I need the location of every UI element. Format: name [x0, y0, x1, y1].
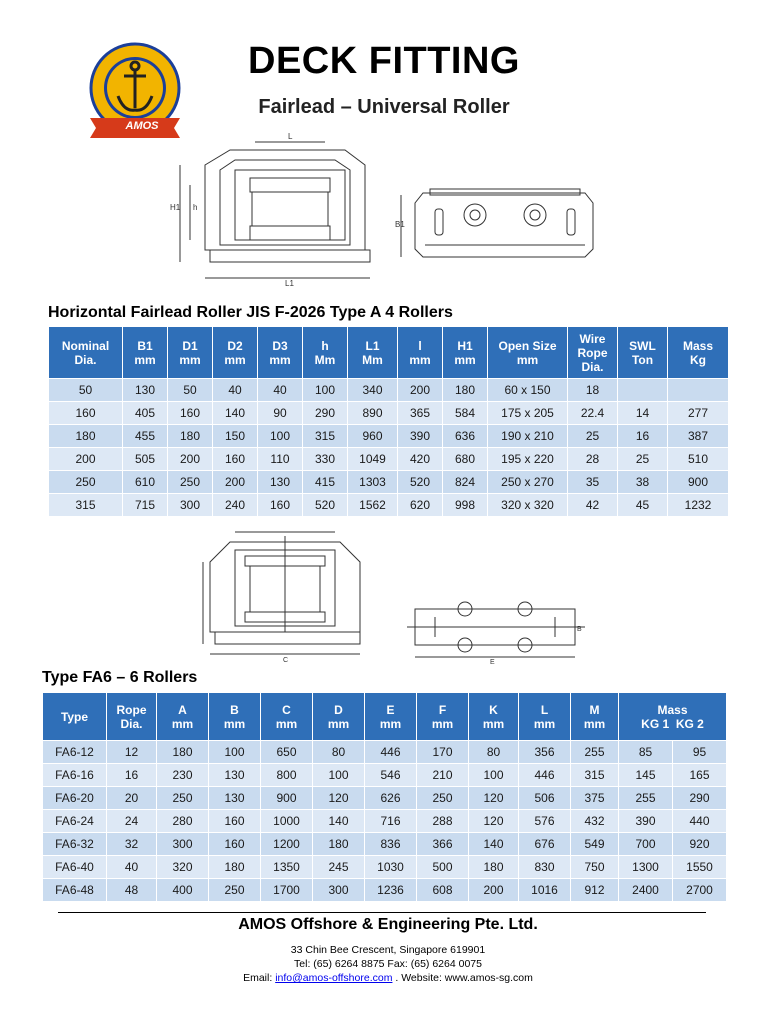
t1-header-l1: L1 Mm	[348, 327, 398, 379]
table-cell: 290	[303, 402, 348, 425]
table-cell: 175 x 205	[488, 402, 568, 425]
table-cell: 610	[123, 471, 168, 494]
table-cell: 356	[519, 741, 571, 764]
table-cell: 120	[469, 787, 519, 810]
table-cell: 1000	[261, 810, 313, 833]
website-text: . Website: www.amos-sg.com	[392, 972, 533, 984]
table-cell: 80	[313, 741, 365, 764]
t1-header-h1: H1 mm	[443, 327, 488, 379]
table-cell: 900	[668, 471, 729, 494]
table-cell: 277	[668, 402, 729, 425]
table-cell: 210	[417, 764, 469, 787]
table-cell: 160	[209, 810, 261, 833]
table-cell: 900	[261, 787, 313, 810]
table-row	[49, 471, 729, 494]
table-row	[43, 741, 727, 764]
table-row	[49, 448, 729, 471]
table2-title: Type FA6 – 6 Rollers	[42, 669, 198, 686]
table-row	[43, 833, 727, 856]
table-cell: 1562	[348, 494, 398, 517]
table-cell: 140	[469, 833, 519, 856]
email-link[interactable]: info@amos-offshore.com	[275, 972, 393, 984]
table-cell: 290	[673, 787, 727, 810]
fig3-label-c: C	[283, 657, 289, 662]
table-cell: 300	[313, 879, 365, 902]
table-cell: 250 x 270	[488, 471, 568, 494]
table-cell: 180	[157, 741, 209, 764]
table-cell: 715	[123, 494, 168, 517]
table-cell: 200	[213, 471, 258, 494]
table-cell: 1016	[519, 879, 571, 902]
table-cell: 608	[417, 879, 469, 902]
table-cell: 320	[157, 856, 209, 879]
table-cell: 45	[618, 494, 668, 517]
table-cell: 800	[261, 764, 313, 787]
table-cell: 432	[571, 810, 619, 833]
table2-fa6-rollers	[42, 692, 727, 902]
table-cell: 180	[313, 833, 365, 856]
t2-header-e: E mm	[365, 693, 417, 741]
table-cell: 40	[107, 856, 157, 879]
table-cell: 330	[303, 448, 348, 471]
table-cell: 300	[168, 494, 213, 517]
table-cell: 28	[568, 448, 618, 471]
table-cell: 140	[313, 810, 365, 833]
table-row	[43, 810, 727, 833]
table-cell: 120	[313, 787, 365, 810]
table-cell: 100	[303, 379, 348, 402]
table-cell: FA6-20	[43, 787, 107, 810]
table-cell: 390	[619, 810, 673, 833]
table-cell: 960	[348, 425, 398, 448]
table-cell: FA6-24	[43, 810, 107, 833]
table-cell: 680	[443, 448, 488, 471]
drawing-fa6-top-view	[405, 595, 595, 665]
t2-header-rope-dia: Rope Dia.	[107, 693, 157, 741]
table-cell: 300	[157, 833, 209, 856]
table-cell: 22.4	[568, 402, 618, 425]
t1-header-d2: D2 mm	[213, 327, 258, 379]
table-cell: 16	[618, 425, 668, 448]
table-cell: 890	[348, 402, 398, 425]
t1-header-swl: SWL Ton	[618, 327, 668, 379]
table-cell: 824	[443, 471, 488, 494]
table-cell: 18	[568, 379, 618, 402]
table-cell: 1030	[365, 856, 417, 879]
table-cell: 100	[209, 741, 261, 764]
fig1-label-l: L	[288, 132, 293, 141]
table-cell: 340	[348, 379, 398, 402]
table-cell: 250	[168, 471, 213, 494]
table-cell: 38	[618, 471, 668, 494]
table-cell: 1236	[365, 879, 417, 902]
table-cell: 190 x 210	[488, 425, 568, 448]
t2-header-mass: Mass KG 1 KG 2	[619, 693, 727, 741]
table-cell: 650	[261, 741, 313, 764]
t2-header-d: D mm	[313, 693, 365, 741]
table-cell: 230	[157, 764, 209, 787]
t2-header-type: Type	[43, 693, 107, 741]
table-cell: 365	[398, 402, 443, 425]
email-label: Email:	[243, 972, 276, 984]
table-cell: 180	[168, 425, 213, 448]
page-title: DECK FITTING	[248, 40, 520, 82]
table-cell: 315	[49, 494, 123, 517]
t1-header-mass: Mass Kg	[668, 327, 729, 379]
table-cell: 400	[157, 879, 209, 902]
table-cell: 255	[619, 787, 673, 810]
table-cell: 440	[673, 810, 727, 833]
table-cell: FA6-12	[43, 741, 107, 764]
table-cell: FA6-16	[43, 764, 107, 787]
table-cell: 150	[213, 425, 258, 448]
table-cell: 830	[519, 856, 571, 879]
table-cell: 160	[49, 402, 123, 425]
table-cell: 255	[571, 741, 619, 764]
table-cell: 160	[213, 448, 258, 471]
table-cell: 420	[398, 448, 443, 471]
table-row	[49, 402, 729, 425]
table-cell: 100	[469, 764, 519, 787]
table-cell: 180	[209, 856, 261, 879]
table-cell: 636	[443, 425, 488, 448]
table-cell: 1303	[348, 471, 398, 494]
table-cell: 1300	[619, 856, 673, 879]
fig2-label-b1: B1	[395, 220, 405, 229]
t2-header-m: M mm	[571, 693, 619, 741]
table-cell: 315	[571, 764, 619, 787]
table-cell: 836	[365, 833, 417, 856]
table-cell: 130	[123, 379, 168, 402]
drawing-top-view	[395, 185, 605, 265]
table-cell: 60 x 150	[488, 379, 568, 402]
table-cell: 160	[258, 494, 303, 517]
table-cell: 505	[123, 448, 168, 471]
table-cell: 320 x 320	[488, 494, 568, 517]
table-cell: 1350	[261, 856, 313, 879]
table-cell: 120	[469, 810, 519, 833]
table-cell: 576	[519, 810, 571, 833]
table-cell: 520	[303, 494, 348, 517]
table-cell: 50	[168, 379, 213, 402]
table-cell: 250	[49, 471, 123, 494]
table-cell: 415	[303, 471, 348, 494]
table-cell: 1550	[673, 856, 727, 879]
logo-banner: AMOS	[125, 120, 159, 132]
fig1-label-l1: L1	[285, 279, 294, 288]
table-cell: 160	[168, 402, 213, 425]
fig1-label-h1: H1	[170, 203, 181, 212]
t2-header-f: F mm	[417, 693, 469, 741]
table-cell: 50	[49, 379, 123, 402]
table-cell: 100	[258, 425, 303, 448]
table-cell	[668, 379, 729, 402]
table-cell: 40	[213, 379, 258, 402]
table-cell: 165	[673, 764, 727, 787]
table-cell: 245	[313, 856, 365, 879]
table-cell: 32	[107, 833, 157, 856]
table-cell: FA6-32	[43, 833, 107, 856]
table-cell: 510	[668, 448, 729, 471]
table1-jis-fairlead	[48, 326, 729, 517]
table-cell: 130	[209, 764, 261, 787]
table-cell: 80	[469, 741, 519, 764]
table-cell: 200	[398, 379, 443, 402]
table-cell: 240	[213, 494, 258, 517]
table-cell: 25	[618, 448, 668, 471]
table-cell: 85	[619, 741, 673, 764]
table-cell: 160	[209, 833, 261, 856]
page-subtitle: Fairlead – Universal Roller	[258, 96, 510, 118]
table-row	[43, 856, 727, 879]
t1-header-b1: B1 mm	[123, 327, 168, 379]
table-cell: 520	[398, 471, 443, 494]
table-cell: 200	[49, 448, 123, 471]
t1-header-d3: D3 mm	[258, 327, 303, 379]
table-cell: 100	[313, 764, 365, 787]
table-cell: 20	[107, 787, 157, 810]
table-cell: 180	[49, 425, 123, 448]
table-cell: 446	[365, 741, 417, 764]
table-cell: 549	[571, 833, 619, 856]
table-row	[49, 494, 729, 517]
table-cell: 716	[365, 810, 417, 833]
table-cell: 200	[168, 448, 213, 471]
t1-header-nominal-dia: Nominal Dia.	[49, 327, 123, 379]
table-cell: 200	[469, 879, 519, 902]
table-row	[43, 764, 727, 787]
table-cell: 375	[571, 787, 619, 810]
table-cell: 750	[571, 856, 619, 879]
company-name: AMOS Offshore & Engineering Pte. Ltd.	[238, 916, 538, 933]
table-cell: 25	[568, 425, 618, 448]
t2-header-k: K mm	[469, 693, 519, 741]
t2-header-b: B mm	[209, 693, 261, 741]
table-cell: 145	[619, 764, 673, 787]
table-cell: 1049	[348, 448, 398, 471]
table-cell: 48	[107, 879, 157, 902]
table-row	[49, 425, 729, 448]
table-cell: 446	[519, 764, 571, 787]
table-cell: 95	[673, 741, 727, 764]
table-cell: 180	[443, 379, 488, 402]
table-cell: 250	[209, 879, 261, 902]
table-cell: 180	[469, 856, 519, 879]
table-cell: 35	[568, 471, 618, 494]
table-cell: 2700	[673, 879, 727, 902]
table-cell: 280	[157, 810, 209, 833]
table-cell: 546	[365, 764, 417, 787]
table-cell: 912	[571, 879, 619, 902]
table-cell	[618, 379, 668, 402]
drawing-fa6-front-view	[195, 522, 380, 662]
t1-header-d1: D1 mm	[168, 327, 213, 379]
table-cell: 288	[417, 810, 469, 833]
table-cell: FA6-48	[43, 879, 107, 902]
table-cell: 16	[107, 764, 157, 787]
table-cell: 620	[398, 494, 443, 517]
t1-header-l: l mm	[398, 327, 443, 379]
table-cell: 110	[258, 448, 303, 471]
table-cell: 140	[213, 402, 258, 425]
table-cell: 500	[417, 856, 469, 879]
company-address: 33 Chin Bee Crescent, Singapore 619901	[290, 944, 486, 956]
table-cell: 90	[258, 402, 303, 425]
table-cell: 2400	[619, 879, 673, 902]
table-cell: 130	[258, 471, 303, 494]
table-cell: 920	[673, 833, 727, 856]
table-cell: 130	[209, 787, 261, 810]
table-cell: 170	[417, 741, 469, 764]
table-row	[43, 787, 727, 810]
table-cell: 14	[618, 402, 668, 425]
table-cell: 405	[123, 402, 168, 425]
table-row	[43, 879, 727, 902]
t2-header-c: C mm	[261, 693, 313, 741]
drawing-front-view	[160, 130, 400, 290]
table-cell: 584	[443, 402, 488, 425]
table-cell: 315	[303, 425, 348, 448]
t1-header-wire-rope-dia: Wire Rope Dia.	[568, 327, 618, 379]
table-cell: 1232	[668, 494, 729, 517]
table-cell: 40	[258, 379, 303, 402]
t1-header-h: h Mm	[303, 327, 348, 379]
fig1-label-h: h	[193, 203, 198, 212]
table-cell: 250	[417, 787, 469, 810]
company-contact	[0, 972, 768, 984]
table1-title: Horizontal Fairlead Roller JIS F-2026 Type A 4 Rollers	[48, 304, 453, 321]
table-cell: 455	[123, 425, 168, 448]
table-cell: 1200	[261, 833, 313, 856]
table-cell: 24	[107, 810, 157, 833]
footer-divider	[58, 912, 706, 913]
table-cell: FA6-40	[43, 856, 107, 879]
table-cell: 626	[365, 787, 417, 810]
table-cell: 42	[568, 494, 618, 517]
table-cell: 998	[443, 494, 488, 517]
table-row	[49, 379, 729, 402]
table-cell: 195 x 220	[488, 448, 568, 471]
company-phone-fax: Tel: (65) 6264 8875 Fax: (65) 6264 0075	[294, 958, 482, 970]
fig4-label-e: E	[490, 659, 495, 665]
table-cell: 390	[398, 425, 443, 448]
fig4-label-b: B	[577, 626, 582, 633]
table-cell: 676	[519, 833, 571, 856]
t2-header-a: A mm	[157, 693, 209, 741]
table-cell: 1700	[261, 879, 313, 902]
table-cell: 12	[107, 741, 157, 764]
t2-header-l: L mm	[519, 693, 571, 741]
table-cell: 250	[157, 787, 209, 810]
t1-header-open-size: Open Size mm	[488, 327, 568, 379]
table-cell: 366	[417, 833, 469, 856]
table-cell: 506	[519, 787, 571, 810]
table-cell: 700	[619, 833, 673, 856]
table-cell: 387	[668, 425, 729, 448]
